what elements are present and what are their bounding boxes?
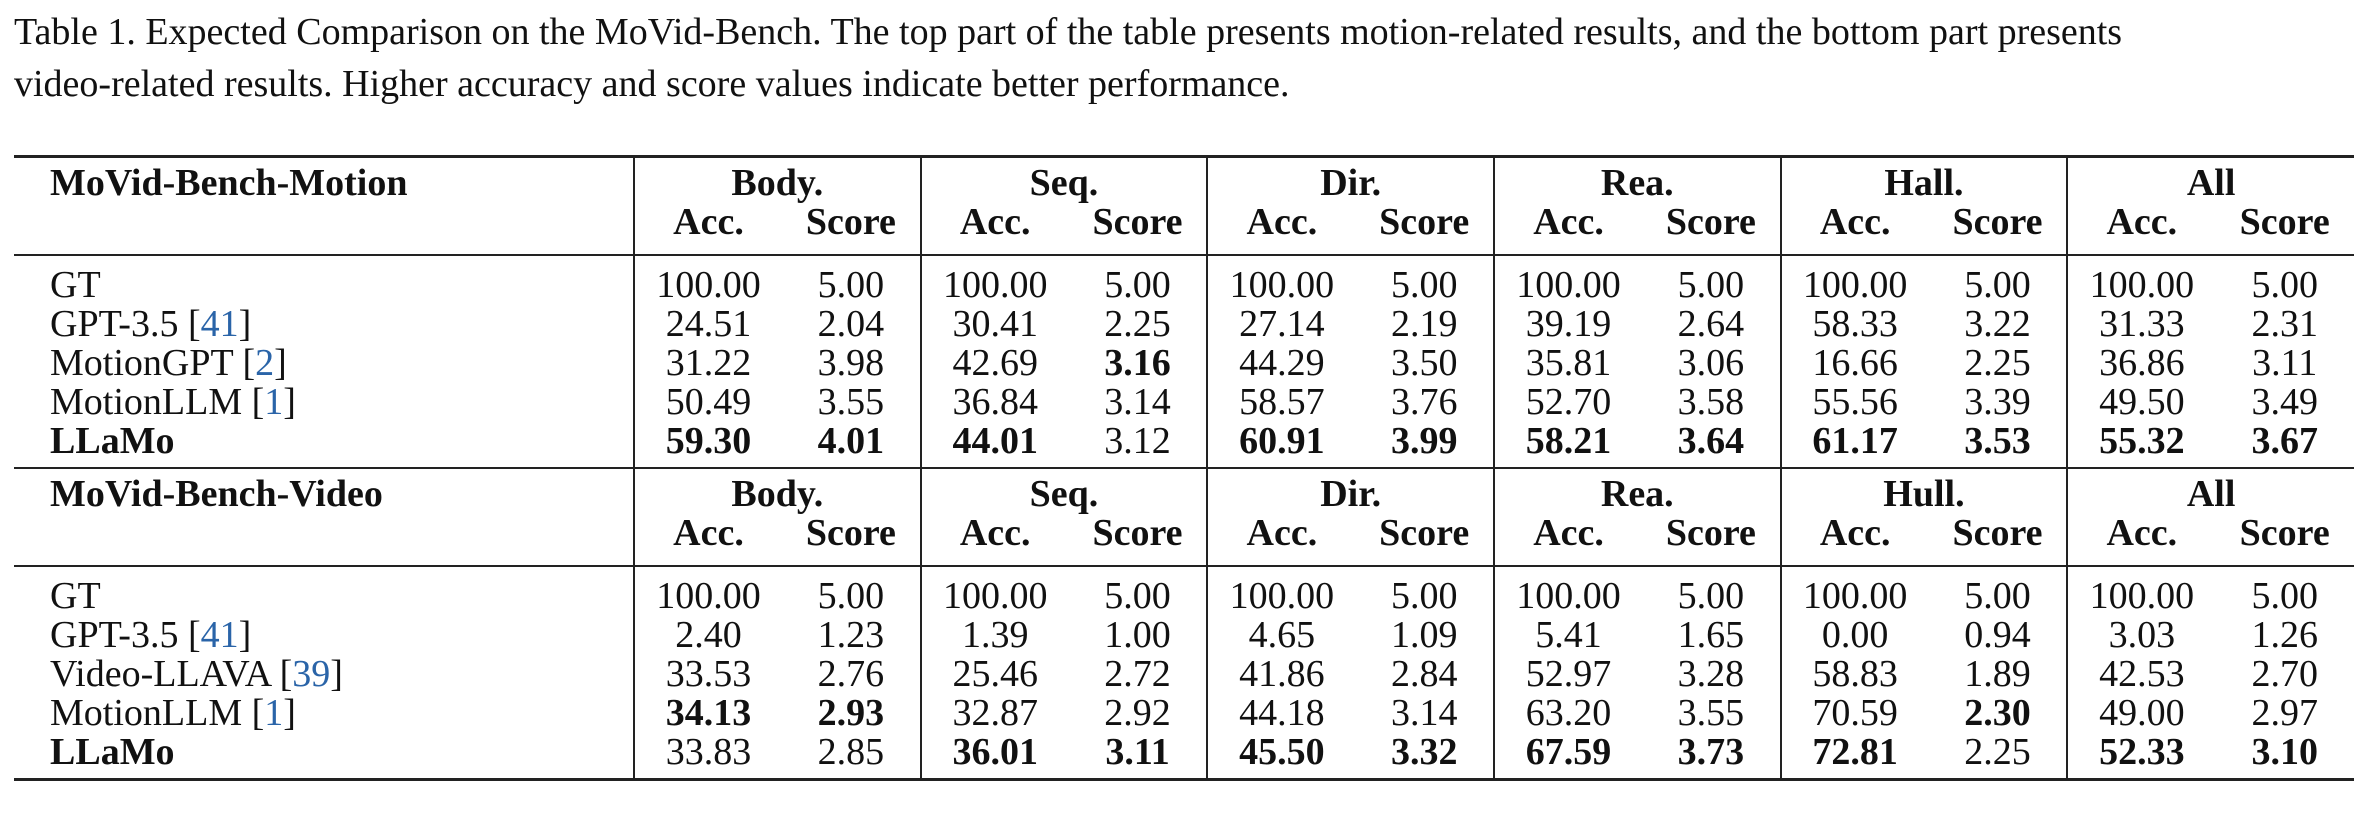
acc-value: 36.86 — [2067, 344, 2215, 383]
citation-link[interactable]: 2 — [255, 342, 275, 384]
score-value: 3.11 — [1069, 733, 1208, 780]
acc-value: 27.14 — [1207, 305, 1355, 344]
score-value: 3.14 — [1390, 692, 1458, 734]
acc-value: 35.81 — [1494, 344, 1642, 383]
score-value: 1.65 — [1677, 614, 1745, 656]
citation-bracket: ] — [330, 653, 343, 695]
score-value: 2.31 — [2251, 303, 2318, 345]
method-name-cell — [14, 305, 634, 344]
citation-bracket: ] — [283, 692, 296, 734]
acc-subheader: Acc. — [1494, 514, 1642, 566]
acc-value: 41.86 — [1207, 655, 1355, 694]
method-name: GT — [50, 575, 101, 617]
score-value: 3.73 — [1642, 733, 1781, 780]
acc-subheader: Acc. — [634, 203, 782, 255]
results-table-wrapper — [14, 155, 2354, 781]
score-value: 0.94 — [1964, 614, 2031, 656]
method-name: GT — [50, 264, 101, 306]
acc-value: 32.87 — [921, 694, 1069, 733]
score-subheader: Score — [2239, 512, 2330, 554]
acc-value: 24.51 — [634, 305, 782, 344]
motion-section-title: MoVid-Bench-Motion — [14, 157, 634, 204]
acc-subheader: Acc. — [921, 203, 1069, 255]
method-name: GPT-3.5 [ — [50, 303, 201, 345]
method-name-cell — [14, 616, 634, 655]
results-table — [14, 155, 2354, 781]
acc-value: 16.66 — [1781, 344, 1929, 383]
acc-value: 72.81 — [1781, 733, 1929, 780]
motion-group-header: All — [2067, 157, 2354, 204]
acc-value: 100.00 — [2067, 566, 2215, 616]
motion-group-header: Body. — [634, 157, 921, 204]
method-name-cell — [14, 255, 634, 305]
acc-value: 36.84 — [921, 383, 1069, 422]
motion-subheader-row — [14, 203, 2354, 255]
acc-subheader: Acc. — [1494, 203, 1642, 255]
score-value: 3.53 — [1964, 420, 2031, 462]
acc-value: 100.00 — [1781, 566, 1929, 616]
score-subheader: Score — [1379, 201, 1470, 243]
acc-value: 100.00 — [1494, 566, 1642, 616]
method-name-cell — [14, 422, 634, 468]
score-value: 2.04 — [817, 303, 885, 345]
score-value: 3.10 — [2215, 733, 2354, 780]
acc-value: 3.03 — [2067, 616, 2215, 655]
score-value: 3.12 — [1104, 420, 1171, 462]
score-value: 3.28 — [1677, 653, 1745, 695]
table-row — [14, 422, 2354, 468]
method-name: Video-LLAVA [ — [50, 653, 293, 695]
table-row — [14, 733, 2354, 780]
score-value: 5.00 — [1069, 255, 1208, 305]
video-subheader-row — [14, 514, 2354, 566]
score-value: 3.76 — [1390, 381, 1458, 423]
score-value: 2.70 — [2251, 653, 2318, 695]
acc-value: 34.13 — [634, 694, 782, 733]
score-value: 1.89 — [1964, 653, 2031, 695]
video-group-header-row — [14, 468, 2354, 514]
score-value: 5.00 — [1355, 255, 1494, 305]
method-name-cell — [14, 344, 634, 383]
score-value: 3.16 — [1104, 342, 1171, 384]
acc-subheader: Acc. — [1207, 514, 1355, 566]
score-value: 2.93 — [817, 692, 885, 734]
acc-value: 100.00 — [1207, 255, 1355, 305]
score-subheader: Score — [1665, 512, 1756, 554]
acc-subheader: Acc. — [921, 514, 1069, 566]
method-name: LLaMo — [50, 420, 175, 462]
table-caption — [14, 6, 2354, 110]
score-subheader: Score — [1952, 512, 2043, 554]
acc-value: 33.53 — [634, 655, 782, 694]
method-name-cell — [14, 694, 634, 733]
score-value: 2.25 — [1104, 303, 1171, 345]
score-value: 2.30 — [1964, 692, 2031, 734]
score-subheader: Score — [2239, 201, 2330, 243]
method-name-cell — [14, 383, 634, 422]
table-row — [14, 255, 2354, 305]
score-value: 3.99 — [1390, 420, 1458, 462]
motion-subheader-spacer — [14, 203, 634, 255]
acc-value: 58.33 — [1781, 305, 1929, 344]
score-value: 5.00 — [1642, 255, 1781, 305]
acc-value: 1.39 — [921, 616, 1069, 655]
score-value: 5.00 — [782, 566, 921, 616]
acc-value: 100.00 — [921, 566, 1069, 616]
acc-value: 2.40 — [634, 616, 782, 655]
acc-value: 39.19 — [1494, 305, 1642, 344]
score-value: 3.49 — [2251, 381, 2318, 423]
video-group-header: All — [2067, 468, 2354, 514]
score-value: 5.00 — [1069, 566, 1208, 616]
score-value: 3.58 — [1677, 381, 1745, 423]
citation-link[interactable]: 1 — [264, 381, 284, 423]
acc-subheader: Acc. — [2067, 514, 2215, 566]
acc-value: 42.69 — [921, 344, 1069, 383]
score-value: 5.00 — [1929, 566, 2068, 616]
table-row — [14, 616, 2354, 655]
acc-value: 60.91 — [1207, 422, 1355, 468]
acc-value: 36.01 — [921, 733, 1069, 780]
acc-subheader: Acc. — [1781, 203, 1929, 255]
score-subheader: Score — [805, 201, 896, 243]
acc-subheader: Acc. — [2067, 203, 2215, 255]
acc-value: 52.70 — [1494, 383, 1642, 422]
score-value: 5.00 — [1642, 566, 1781, 616]
acc-value: 100.00 — [1494, 255, 1642, 305]
score-subheader: Score — [1092, 512, 1183, 554]
acc-value: 31.22 — [634, 344, 782, 383]
acc-value: 100.00 — [1781, 255, 1929, 305]
table-row — [14, 383, 2354, 422]
video-group-header: Hull. — [1781, 468, 2068, 514]
citation-link[interactable]: 39 — [292, 653, 331, 695]
acc-value: 42.53 — [2067, 655, 2215, 694]
table-row — [14, 344, 2354, 383]
score-value: 5.00 — [1355, 566, 1494, 616]
acc-value: 52.97 — [1494, 655, 1642, 694]
acc-value: 55.56 — [1781, 383, 1929, 422]
video-section-title: MoVid-Bench-Video — [14, 468, 634, 514]
acc-value: 25.46 — [921, 655, 1069, 694]
acc-value: 50.49 — [634, 383, 782, 422]
score-value: 3.67 — [2251, 420, 2318, 462]
acc-subheader: Acc. — [1781, 514, 1929, 566]
citation-link[interactable]: 41 — [200, 614, 239, 656]
acc-value: 33.83 — [634, 733, 782, 780]
method-name: MotionLLM [ — [50, 692, 265, 734]
table-row — [14, 305, 2354, 344]
score-value: 5.00 — [1929, 255, 2068, 305]
score-subheader: Score — [1379, 512, 1470, 554]
caption-line-1: Table 1. Expected Comparison on the MoVid-Bench. The top part of the table presents motion-related results, and the bottom part presents — [14, 11, 2123, 53]
acc-value: 67.59 — [1494, 733, 1642, 780]
acc-value: 58.21 — [1494, 422, 1642, 468]
acc-value: 49.00 — [2067, 694, 2215, 733]
acc-value: 49.50 — [2067, 383, 2215, 422]
citation-link[interactable]: 41 — [200, 303, 239, 345]
video-group-header: Dir. — [1207, 468, 1494, 514]
acc-value: 58.57 — [1207, 383, 1355, 422]
citation-bracket: ] — [274, 342, 287, 384]
video-group-header: Rea. — [1494, 468, 1781, 514]
score-value: 3.98 — [817, 342, 885, 384]
acc-value: 100.00 — [2067, 255, 2215, 305]
score-value: 5.00 — [2215, 255, 2354, 305]
motion-group-header: Seq. — [921, 157, 1208, 204]
score-subheader: Score — [1952, 201, 2043, 243]
acc-value: 55.32 — [2067, 422, 2215, 468]
acc-value: 100.00 — [1207, 566, 1355, 616]
score-value: 2.25 — [1929, 733, 2068, 780]
score-value: 3.06 — [1677, 342, 1745, 384]
acc-value: 100.00 — [634, 566, 782, 616]
score-value: 3.55 — [817, 381, 885, 423]
score-value: 2.85 — [782, 733, 921, 780]
table-row — [14, 694, 2354, 733]
acc-value: 100.00 — [634, 255, 782, 305]
score-value: 2.84 — [1390, 653, 1458, 695]
score-value: 2.64 — [1677, 303, 1745, 345]
acc-value: 0.00 — [1781, 616, 1929, 655]
score-value: 3.55 — [1677, 692, 1745, 734]
acc-value: 63.20 — [1494, 694, 1642, 733]
acc-value: 4.65 — [1207, 616, 1355, 655]
acc-subheader: Acc. — [1207, 203, 1355, 255]
table-row — [14, 655, 2354, 694]
acc-value: 44.29 — [1207, 344, 1355, 383]
method-name: GPT-3.5 [ — [50, 614, 201, 656]
method-name: MotionLLM [ — [50, 381, 265, 423]
score-value: 2.76 — [817, 653, 885, 695]
video-group-header: Seq. — [921, 468, 1208, 514]
score-value: 2.97 — [2251, 692, 2318, 734]
video-group-header: Body. — [634, 468, 921, 514]
score-value: 3.11 — [2252, 342, 2318, 384]
score-value: 5.00 — [782, 255, 921, 305]
score-value: 1.23 — [817, 614, 885, 656]
score-value: 3.32 — [1355, 733, 1494, 780]
acc-value: 61.17 — [1781, 422, 1929, 468]
method-name-cell — [14, 655, 634, 694]
acc-value: 44.18 — [1207, 694, 1355, 733]
motion-group-header: Hall. — [1781, 157, 2068, 204]
video-subheader-spacer — [14, 514, 634, 566]
acc-value: 70.59 — [1781, 694, 1929, 733]
score-subheader: Score — [1092, 201, 1183, 243]
score-value: 1.26 — [2251, 614, 2318, 656]
table-body — [14, 157, 2354, 780]
score-value: 2.19 — [1390, 303, 1458, 345]
score-value: 3.50 — [1390, 342, 1458, 384]
acc-subheader: Acc. — [634, 514, 782, 566]
table-row — [14, 566, 2354, 616]
method-name-cell — [14, 733, 634, 780]
citation-bracket: ] — [238, 303, 252, 345]
score-value: 5.00 — [2215, 566, 2354, 616]
score-subheader: Score — [805, 512, 896, 554]
acc-value: 52.33 — [2067, 733, 2215, 780]
acc-value: 59.30 — [634, 422, 782, 468]
acc-value: 45.50 — [1207, 733, 1355, 780]
citation-link[interactable]: 1 — [264, 692, 284, 734]
acc-value: 58.83 — [1781, 655, 1929, 694]
acc-value: 100.00 — [921, 255, 1069, 305]
score-value: 2.25 — [1964, 342, 2031, 384]
score-value: 3.14 — [1104, 381, 1171, 423]
motion-group-header: Dir. — [1207, 157, 1494, 204]
acc-value: 31.33 — [2067, 305, 2215, 344]
caption-line-2: video-related results. Higher accuracy and score values indicate better performance. — [14, 63, 1290, 105]
acc-value: 44.01 — [921, 422, 1069, 468]
method-name: LLaMo — [50, 731, 175, 773]
citation-bracket: ] — [283, 381, 296, 423]
score-value: 2.92 — [1104, 692, 1171, 734]
score-value: 3.64 — [1677, 420, 1745, 462]
motion-group-header: Rea. — [1494, 157, 1781, 204]
score-value: 4.01 — [817, 420, 885, 462]
score-value: 3.22 — [1964, 303, 2031, 345]
method-name: MotionGPT [ — [50, 342, 256, 384]
score-value: 1.09 — [1390, 614, 1458, 656]
citation-bracket: ] — [238, 614, 252, 656]
motion-group-header-row — [14, 157, 2354, 204]
score-value: 1.00 — [1104, 614, 1171, 656]
acc-value: 5.41 — [1494, 616, 1642, 655]
score-value: 3.39 — [1964, 381, 2031, 423]
method-name-cell — [14, 566, 634, 616]
score-subheader: Score — [1665, 201, 1756, 243]
acc-value: 30.41 — [921, 305, 1069, 344]
score-value: 2.72 — [1104, 653, 1171, 695]
